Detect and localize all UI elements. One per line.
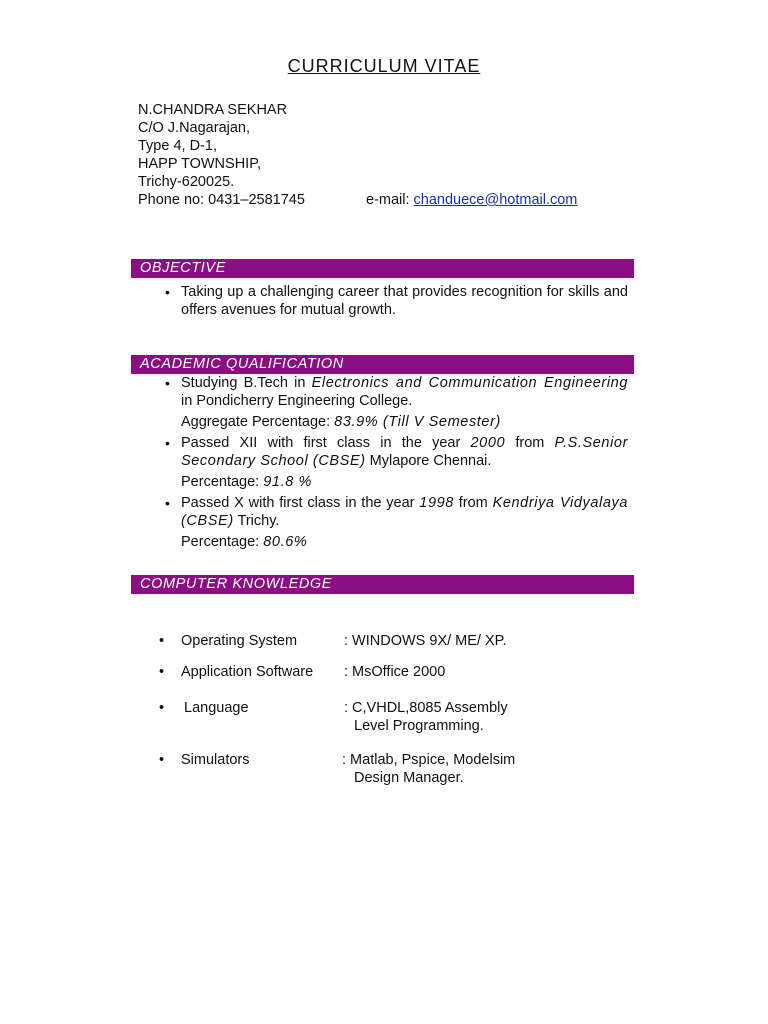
xii-text: • Passed XII with first class in the year 2000 from P.S.Senior Secondary School (CBSE) Mylapore Chennai. xyxy=(181,435,628,469)
bullet-dot: • xyxy=(159,633,165,649)
address-city-line: Trichy-620025. xyxy=(138,174,235,190)
ck-value: : WINDOWS 9X/ ME/ XP. xyxy=(344,633,507,649)
ck-value-continued: Level Programming. xyxy=(354,718,484,734)
x-percentage-value: 80.6% xyxy=(263,534,308,550)
ck-label: Operating System xyxy=(181,633,298,649)
ck-label: Language xyxy=(184,700,249,716)
section-header-objective: OBJECTIVE xyxy=(131,259,634,278)
academic-item-btech xyxy=(138,374,628,431)
btech-text: • Studying B.Tech in Electronics and Communication Engineering in Pondicherry Engineering College. xyxy=(181,375,628,409)
xii-percentage-value: 91.8 % xyxy=(263,474,312,490)
academic-list xyxy=(138,374,628,551)
email-group xyxy=(366,191,577,209)
btech-aggregate: Aggregate Percentage: 83.9% (Till V Semester) xyxy=(181,414,501,430)
bullet-dot: • xyxy=(159,700,165,716)
phone-number: Phone no: 0431–2581745 xyxy=(138,192,305,208)
objective-list xyxy=(138,283,628,319)
ck-value: : MsOffice 2000 xyxy=(344,664,446,680)
ck-label: Application Software xyxy=(181,664,314,680)
bullet-dot: • xyxy=(159,664,165,680)
email-link[interactable]: chanduece@hotmail.com xyxy=(413,192,578,208)
section-header-academic: ACADEMIC QUALIFICATION xyxy=(131,355,634,374)
xii-year: 2000 xyxy=(470,435,506,451)
candidate-name: N.CHANDRA SEKHAR xyxy=(138,102,288,118)
address-township-line: HAPP TOWNSHIP, xyxy=(138,156,262,172)
care-of-line: C/O J.Nagarajan, xyxy=(138,120,251,136)
phone-email-row xyxy=(138,191,638,209)
ck-value: : Matlab, Pspice, Modelsim xyxy=(342,752,516,768)
xii-school: P.S.Senior Secondary School (CBSE) xyxy=(181,435,628,469)
btech-aggregate-value: 83.9% (Till V Semester) xyxy=(334,414,501,430)
x-year: 1998 xyxy=(419,495,454,511)
xii-percentage: Percentage: 91.8 % xyxy=(181,474,312,490)
objective-item xyxy=(138,283,628,319)
contact-block xyxy=(138,101,638,209)
academic-item-x xyxy=(138,494,628,551)
x-percentage: Percentage: 80.6% xyxy=(181,534,308,550)
academic-item-xii xyxy=(138,434,628,491)
x-text: • Passed X with first class in the year 1998 from Kendriya Vidyalaya (CBSE) Trichy. xyxy=(181,495,629,529)
objective-text: Taking up a challenging career that provides recognition for skills and offers avenues for mutual growth. xyxy=(181,284,628,318)
x-school: Kendriya Vidyalaya (CBSE) xyxy=(181,495,629,529)
bullet-dot: • xyxy=(159,752,165,768)
email-label: e-mail: xyxy=(366,192,414,208)
btech-course: Electronics and Communication Engineering xyxy=(311,375,628,391)
ck-label: Simulators xyxy=(181,752,250,768)
ck-value-continued: Design Manager. xyxy=(354,770,464,786)
address-type-line: Type 4, D-1, xyxy=(138,138,217,154)
ck-value: : C,VHDL,8085 Assembly xyxy=(344,700,508,716)
section-header-computer: COMPUTER KNOWLEDGE xyxy=(131,575,634,594)
document-title: CURRICULUM VITAE xyxy=(287,56,481,76)
